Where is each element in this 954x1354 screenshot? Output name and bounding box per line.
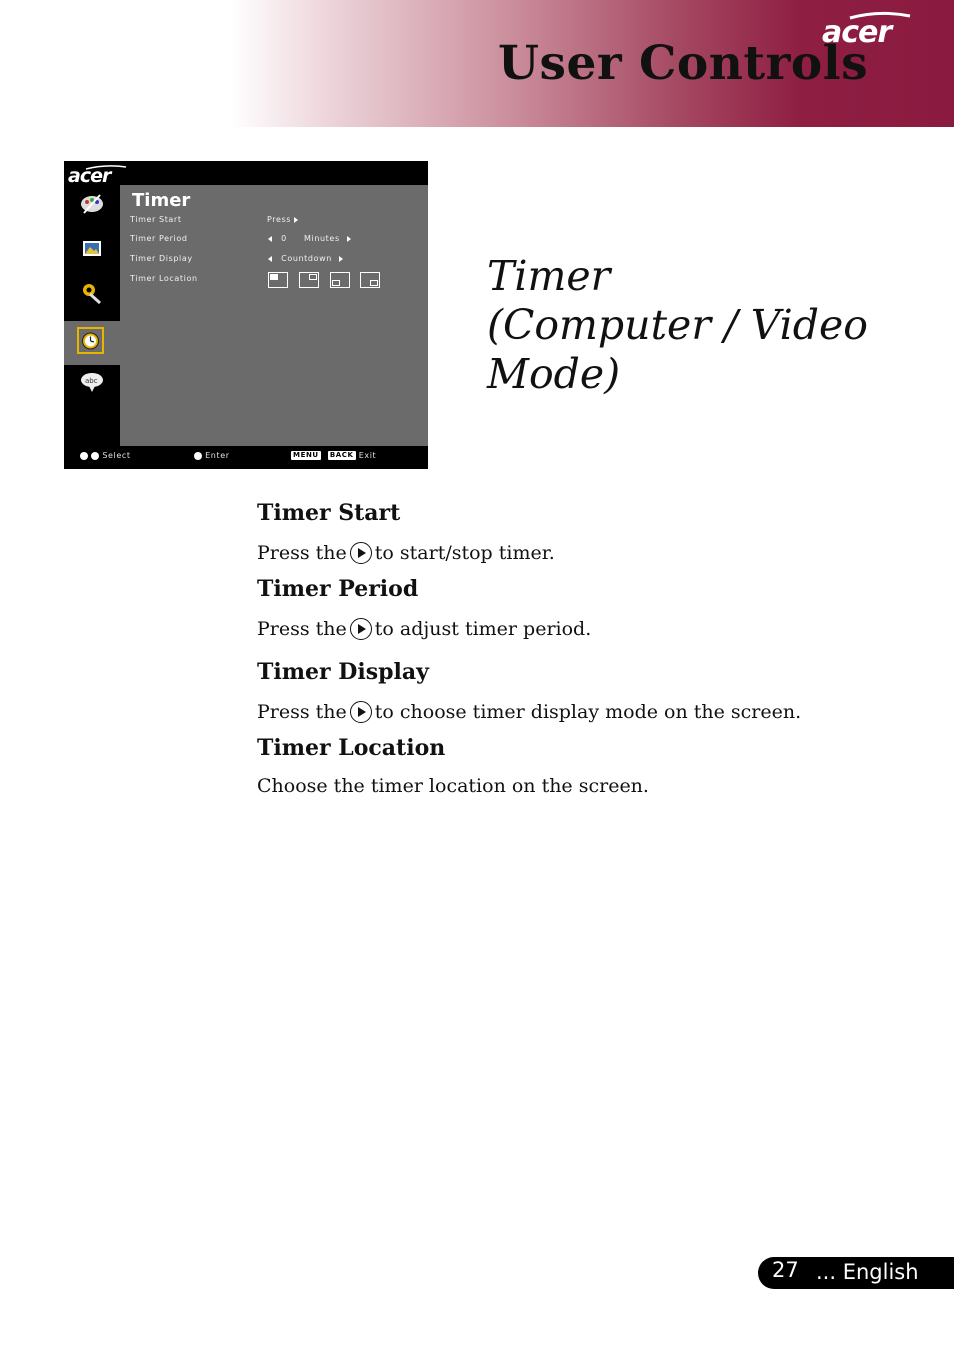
osd-menu-title: Timer	[132, 190, 191, 211]
text-timer-period	[257, 618, 591, 640]
heading-timer-period: Timer Period	[257, 576, 419, 602]
arrow-right-icon	[339, 256, 343, 262]
exit-label: Exit	[358, 451, 377, 460]
timer-clock-icon	[79, 329, 102, 352]
menu-key-icon: MENU	[293, 451, 319, 459]
page-footer-tab	[758, 1257, 954, 1289]
osd-content-panel	[120, 185, 428, 446]
right-arrow-button-icon	[350, 701, 372, 723]
up-button-icon	[80, 452, 88, 460]
heading-timer-location: Timer Location	[257, 735, 446, 761]
acer-logo-icon	[820, 8, 916, 48]
arrow-left-icon	[268, 236, 272, 242]
enter-button-icon	[194, 452, 202, 460]
timer-period-unit: Minutes	[304, 234, 340, 243]
right-arrow-button-icon	[350, 618, 372, 640]
arrow-left-icon	[268, 256, 272, 262]
osd-footer-select	[80, 451, 131, 460]
text-before: Press the	[257, 701, 347, 723]
section-title-line2: (Computer / Video	[487, 301, 868, 349]
heading-timer-display: Timer Display	[257, 659, 429, 685]
osd-sidebar-selected[interactable]	[64, 321, 120, 365]
text-before: Press the	[257, 618, 347, 640]
right-arrow-button-icon	[350, 542, 372, 564]
picture-icon[interactable]	[78, 237, 106, 261]
enter-label: Enter	[205, 451, 230, 460]
osd-label-timer-location: Timer Location	[130, 274, 198, 283]
osd-footer	[64, 451, 428, 467]
svg-text:acer: acer	[68, 165, 111, 185]
down-button-icon	[91, 452, 99, 460]
back-key-icon: BACK	[329, 451, 354, 459]
osd-value-timer-start[interactable]	[267, 215, 298, 224]
text-after: to start/stop timer.	[374, 542, 555, 564]
page-number: 27	[772, 1258, 799, 1282]
svg-text:abc: abc	[85, 377, 98, 385]
color-palette-icon[interactable]	[78, 191, 106, 215]
osd-footer-exit	[291, 451, 376, 460]
section-title	[487, 252, 927, 399]
text-timer-display	[257, 701, 801, 723]
location-top-right-option[interactable]	[299, 272, 319, 288]
text-before: Press the	[257, 542, 347, 564]
osd-label-timer-start: Timer Start	[130, 215, 182, 224]
location-marker	[270, 274, 278, 280]
location-bottom-left-option[interactable]	[330, 272, 350, 288]
location-marker	[370, 280, 378, 286]
page-title: User Controls	[498, 36, 869, 91]
timer-display-value: Countdown	[281, 254, 332, 263]
osd-label-timer-period: Timer Period	[130, 234, 188, 243]
osd-timer-menu	[64, 161, 428, 469]
select-label: Select	[102, 451, 131, 460]
setup-tools-icon[interactable]	[78, 281, 106, 305]
osd-value-timer-display[interactable]	[268, 254, 343, 263]
timer-start-value: Press	[267, 215, 292, 224]
osd-sidebar	[64, 185, 120, 446]
osd-label-timer-display: Timer Display	[130, 254, 193, 263]
section-title-line3: Mode)	[487, 350, 621, 398]
svg-text:acer: acer	[822, 15, 892, 48]
text-timer-start	[257, 542, 555, 564]
arrow-right-icon	[294, 217, 298, 223]
location-bottom-right-option[interactable]	[360, 272, 380, 288]
text-timer-location: Choose the timer location on the screen.	[257, 775, 649, 797]
arrow-right-icon	[347, 236, 351, 242]
location-top-left-option[interactable]	[268, 272, 288, 288]
section-title-line1: Timer	[487, 252, 611, 300]
location-marker	[332, 280, 340, 286]
text-after: to choose timer display mode on the screen.	[374, 701, 802, 723]
language-icon[interactable]	[78, 369, 106, 393]
page-language: ... English	[816, 1260, 919, 1284]
osd-acer-logo-icon	[68, 163, 128, 185]
osd-value-timer-period[interactable]	[268, 234, 351, 243]
text-after: to adjust timer period.	[374, 618, 592, 640]
timer-period-value: 0	[281, 234, 287, 243]
heading-timer-start: Timer Start	[257, 500, 401, 526]
location-marker	[309, 274, 317, 280]
osd-footer-enter	[194, 451, 230, 460]
